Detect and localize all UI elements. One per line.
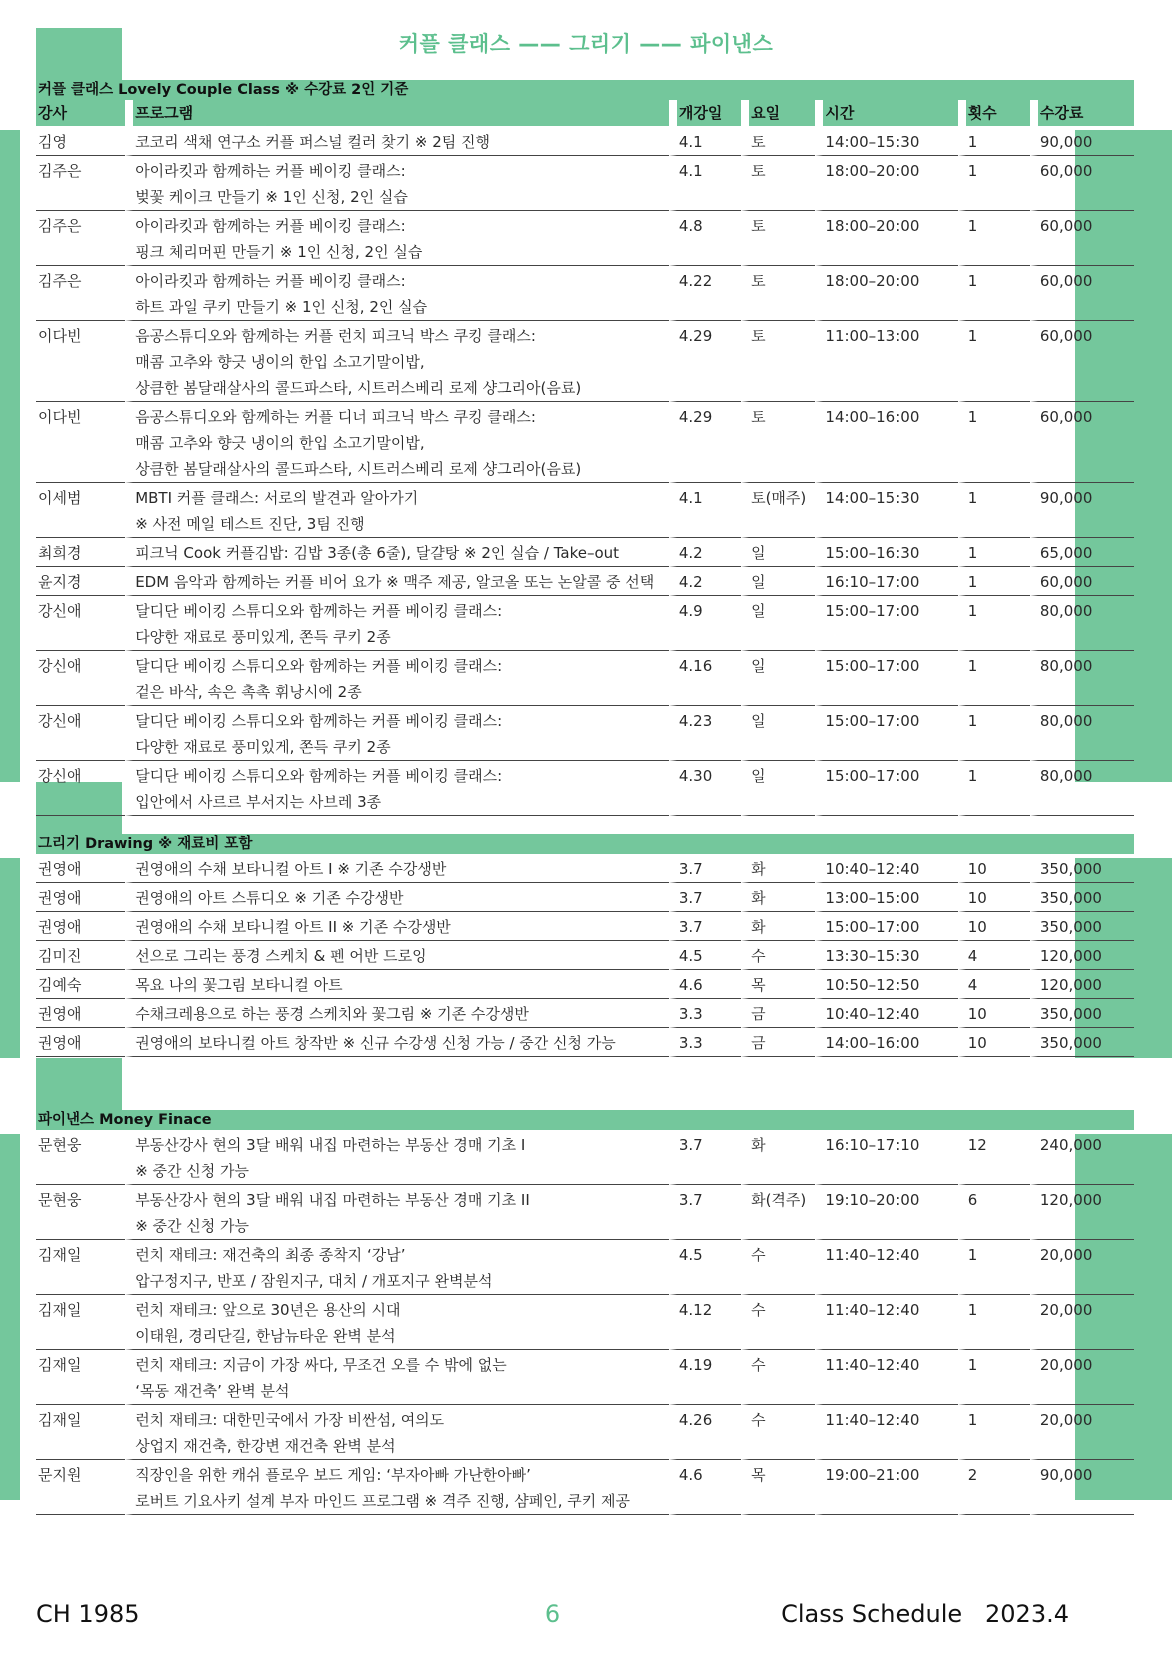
column-header: 시간	[815, 100, 957, 127]
session-count-cell: 1	[958, 1295, 1030, 1350]
session-count-cell: 1	[958, 211, 1030, 266]
weekday-cell: 일	[741, 651, 815, 706]
program-line: 런치 재테크: 대한민국에서 가장 비싼섬, 여의도	[135, 1411, 445, 1429]
program-cell	[125, 999, 669, 1028]
section-finance	[36, 1110, 1134, 1515]
fee-cell: 60,000	[1030, 211, 1134, 266]
fee-cell: 90,000	[1030, 127, 1134, 156]
program-cell	[125, 941, 669, 970]
session-count-cell: 10	[958, 999, 1030, 1028]
weekday-cell: 목	[741, 970, 815, 999]
program-cell	[125, 483, 669, 538]
instructor-cell: 이세범	[36, 483, 125, 538]
program-line: 음공스튜디오와 함께하는 커플 런치 피크닉 박스 쿠킹 클래스:	[135, 327, 536, 345]
weekday-cell: 화	[741, 912, 815, 941]
program-cell	[125, 538, 669, 567]
session-count-cell: 10	[958, 912, 1030, 941]
program-cell	[125, 127, 669, 156]
fee-cell: 350,000	[1030, 854, 1134, 883]
instructor-cell: 김재일	[36, 1350, 125, 1405]
fee-cell: 80,000	[1030, 706, 1134, 761]
start-date-cell: 4.6	[669, 1460, 741, 1515]
start-date-cell: 3.7	[669, 1185, 741, 1240]
column-header: 횟수	[958, 100, 1030, 127]
instructor-cell: 강신애	[36, 651, 125, 706]
fee-cell: 60,000	[1030, 402, 1134, 483]
weekday-cell: 목	[741, 1460, 815, 1515]
program-line: 압구정지구, 반포 / 잠원지구, 대치 / 개포지구 완벽분석	[135, 1272, 493, 1290]
program-line: 다양한 재료로 풍미있게, 쫀득 쿠키 2종	[135, 628, 391, 646]
time-cell: 19:00–21:00	[815, 1460, 957, 1515]
program-cell	[125, 1460, 669, 1515]
time-cell: 18:00–20:00	[815, 211, 957, 266]
fee-cell: 350,000	[1030, 883, 1134, 912]
column-header: 강사	[36, 100, 125, 127]
table-row	[36, 596, 1134, 651]
program-line: 권영애의 보타니컬 아트 창작반 ※ 신규 수강생 신청 가능 / 중간 신청 가능	[135, 1034, 616, 1052]
corner-block-3	[36, 1058, 122, 1110]
time-cell: 14:00–16:00	[815, 1028, 957, 1057]
start-date-cell: 4.5	[669, 1240, 741, 1295]
instructor-cell: 권영애	[36, 912, 125, 941]
weekday-cell: 토	[741, 321, 815, 402]
start-date-cell: 4.22	[669, 266, 741, 321]
weekday-cell: 토	[741, 211, 815, 266]
program-cell	[125, 854, 669, 883]
program-line: 달디단 베이킹 스튜디오와 함께하는 커플 베이킹 클래스:	[135, 602, 503, 620]
instructor-cell: 문지원	[36, 1460, 125, 1515]
schedule-table	[36, 854, 1134, 1057]
program-line: 직장인을 위한 캐쉬 플로우 보드 게임: ‘부자아빠 가난한아빠’	[135, 1466, 531, 1484]
start-date-cell: 4.12	[669, 1295, 741, 1350]
table-row	[36, 883, 1134, 912]
program-line: ※ 중간 신청 가능	[135, 1217, 250, 1235]
time-cell: 14:00–16:00	[815, 402, 957, 483]
fee-cell: 20,000	[1030, 1350, 1134, 1405]
instructor-cell: 김주은	[36, 156, 125, 211]
footer-brand: CH 1985	[36, 1600, 140, 1628]
time-cell: 16:10–17:10	[815, 1130, 957, 1185]
table-row	[36, 706, 1134, 761]
program-line: 권영애의 수채 보타니컬 아트 II ※ 기존 수강생반	[135, 918, 451, 936]
session-count-cell: 1	[958, 761, 1030, 816]
program-line: 선으로 그리는 풍경 스케치 & 펜 어반 드로잉	[135, 947, 427, 965]
table-row	[36, 538, 1134, 567]
program-cell	[125, 402, 669, 483]
time-cell: 11:40–12:40	[815, 1405, 957, 1460]
program-cell	[125, 156, 669, 211]
weekday-cell: 토	[741, 266, 815, 321]
program-cell	[125, 883, 669, 912]
table-row	[36, 127, 1134, 156]
start-date-cell: 3.3	[669, 999, 741, 1028]
left-edge-bar-1	[0, 130, 20, 782]
session-count-cell: 1	[958, 567, 1030, 596]
table-row	[36, 970, 1134, 999]
fee-cell: 90,000	[1030, 483, 1134, 538]
instructor-cell: 김재일	[36, 1295, 125, 1350]
session-count-cell: 4	[958, 970, 1030, 999]
program-line: 달디단 베이킹 스튜디오와 함께하는 커플 베이킹 클래스:	[135, 712, 503, 730]
instructor-cell: 이다빈	[36, 402, 125, 483]
start-date-cell: 4.9	[669, 596, 741, 651]
column-header: 요일	[741, 100, 815, 127]
program-line: 피크닉 Cook 커플김밥: 김밥 3종(총 6줄), 달걀탕 ※ 2인 실습 / Take–out	[135, 544, 620, 562]
program-line: 런치 재테크: 재건축의 최종 종착지 ‘강남’	[135, 1246, 406, 1264]
program-cell	[125, 1350, 669, 1405]
program-cell	[125, 211, 669, 266]
section-title: 커플 클래스 Lovely Couple Class ※ 수강료 2인 기준	[36, 80, 1134, 100]
fee-cell: 240,000	[1030, 1130, 1134, 1185]
table-row	[36, 761, 1134, 816]
instructor-cell: 강신애	[36, 706, 125, 761]
weekday-cell: 화	[741, 883, 815, 912]
start-date-cell: 4.5	[669, 941, 741, 970]
fee-cell: 120,000	[1030, 1185, 1134, 1240]
program-line: 권영애의 아트 스튜디오 ※ 기존 수강생반	[135, 889, 404, 907]
program-cell	[125, 266, 669, 321]
program-line: 아이라킷과 함께하는 커플 베이킹 클래스:	[135, 217, 406, 235]
program-cell	[125, 567, 669, 596]
table-row	[36, 1350, 1134, 1405]
weekday-cell: 수	[741, 1295, 815, 1350]
table-row	[36, 567, 1134, 596]
program-line: 권영애의 수채 보타니컬 아트 I ※ 기존 수강생반	[135, 860, 447, 878]
program-line: 겉은 바삭, 속은 촉촉 휘낭시에 2종	[135, 683, 362, 701]
table-row	[36, 483, 1134, 538]
session-count-cell: 2	[958, 1460, 1030, 1515]
session-count-cell: 1	[958, 706, 1030, 761]
start-date-cell: 4.29	[669, 402, 741, 483]
fee-cell: 80,000	[1030, 761, 1134, 816]
program-line: 상큼한 봄달래살사의 콜드파스타, 시트러스베리 로제 샹그리아(음료)	[135, 379, 582, 397]
program-line: 부동산강사 현의 3달 배워 내집 마련하는 부동산 경매 기초 II	[135, 1191, 530, 1209]
left-edge-bar-2	[0, 858, 20, 1058]
program-cell	[125, 970, 669, 999]
program-line: 아이라킷과 함께하는 커플 베이킹 클래스:	[135, 162, 406, 180]
footer-schedule-title: Class Schedule 2023.4	[781, 1600, 1069, 1628]
instructor-cell: 권영애	[36, 1028, 125, 1057]
table-row	[36, 854, 1134, 883]
program-line: 런치 재테크: 지금이 가장 싸다, 무조건 오를 수 밖에 없는	[135, 1356, 507, 1374]
table-row	[36, 1185, 1134, 1240]
time-cell: 19:10–20:00	[815, 1185, 957, 1240]
fee-cell: 80,000	[1030, 651, 1134, 706]
column-header: 프로그램	[125, 100, 669, 127]
fee-cell: 60,000	[1030, 321, 1134, 402]
program-cell	[125, 1240, 669, 1295]
time-cell: 15:00–16:30	[815, 538, 957, 567]
table-row	[36, 321, 1134, 402]
program-line: 매콤 고추와 향긋 냉이의 한입 소고기말이밥,	[135, 434, 425, 452]
column-header: 개강일	[669, 100, 741, 127]
table-row	[36, 999, 1134, 1028]
program-cell	[125, 1185, 669, 1240]
program-line: 매콤 고추와 향긋 냉이의 한입 소고기말이밥,	[135, 353, 425, 371]
weekday-cell: 수	[741, 1240, 815, 1295]
time-cell: 16:10–17:00	[815, 567, 957, 596]
weekday-cell: 수	[741, 1405, 815, 1460]
program-line: ※ 중간 신청 가능	[135, 1162, 250, 1180]
weekday-cell: 금	[741, 1028, 815, 1057]
instructor-cell: 권영애	[36, 883, 125, 912]
program-cell	[125, 706, 669, 761]
instructor-cell: 김영	[36, 127, 125, 156]
program-line: 달디단 베이킹 스튜디오와 함께하는 커플 베이킹 클래스:	[135, 657, 503, 675]
fee-cell: 80,000	[1030, 596, 1134, 651]
table-row	[36, 1405, 1134, 1460]
instructor-cell: 김예숙	[36, 970, 125, 999]
weekday-cell: 금	[741, 999, 815, 1028]
program-line: 달디단 베이킹 스튜디오와 함께하는 커플 베이킹 클래스:	[135, 767, 503, 785]
instructor-cell: 강신애	[36, 761, 125, 816]
start-date-cell: 4.2	[669, 567, 741, 596]
start-date-cell: 3.7	[669, 912, 741, 941]
session-count-cell: 1	[958, 483, 1030, 538]
instructor-cell: 권영애	[36, 999, 125, 1028]
time-cell: 18:00–20:00	[815, 156, 957, 211]
fee-cell: 20,000	[1030, 1240, 1134, 1295]
program-line: 이태원, 경리단길, 한남뉴타운 완벽 분석	[135, 1327, 396, 1345]
program-line: 상업지 재건축, 한강변 재건축 완벽 분석	[135, 1437, 396, 1455]
program-line: 로버트 기요사키 설계 부자 마인드 프로그램 ※ 격주 진행, 샴페인, 쿠키 제공	[135, 1492, 630, 1510]
instructor-cell: 이다빈	[36, 321, 125, 402]
start-date-cell: 4.1	[669, 156, 741, 211]
program-line: 하트 과일 쿠키 만들기 ※ 1인 신청, 2인 실습	[135, 298, 428, 316]
program-line: EDM 음악과 함께하는 커플 비어 요가 ※ 맥주 제공, 알코올 또는 논알콜 중 선택	[135, 573, 655, 591]
weekday-cell: 일	[741, 596, 815, 651]
fee-cell: 20,000	[1030, 1295, 1134, 1350]
program-line: 런치 재테크: 앞으로 30년은 용산의 시대	[135, 1301, 401, 1319]
program-line: 코코리 색채 연구소 커플 퍼스널 컬러 찾기 ※ 2팀 진행	[135, 133, 491, 151]
program-line: 상큼한 봄달래살사의 콜드파스타, 시트러스베리 로제 샹그리아(음료)	[135, 460, 582, 478]
time-cell: 14:00–15:30	[815, 483, 957, 538]
session-count-cell: 1	[958, 266, 1030, 321]
weekday-cell: 토	[741, 156, 815, 211]
weekday-cell: 토	[741, 127, 815, 156]
time-cell: 11:40–12:40	[815, 1240, 957, 1295]
start-date-cell: 4.23	[669, 706, 741, 761]
time-cell: 10:40–12:40	[815, 999, 957, 1028]
time-cell: 10:40–12:40	[815, 854, 957, 883]
program-line: 수채크레용으로 하는 풍경 스케치와 꽃그림 ※ 기존 수강생반	[135, 1005, 529, 1023]
fee-cell: 350,000	[1030, 999, 1134, 1028]
session-count-cell: 1	[958, 1350, 1030, 1405]
table-row	[36, 402, 1134, 483]
program-line: ※ 사전 메일 테스트 진단, 3팀 진행	[135, 515, 365, 533]
start-date-cell: 4.16	[669, 651, 741, 706]
start-date-cell: 4.1	[669, 483, 741, 538]
column-header-row	[36, 100, 1134, 127]
program-line: 핑크 체리머핀 만들기 ※ 1인 신청, 2인 실습	[135, 243, 423, 261]
instructor-cell: 김주은	[36, 266, 125, 321]
session-count-cell: 4	[958, 941, 1030, 970]
program-line: 다양한 재료로 풍미있게, 쫀득 쿠키 2종	[135, 738, 391, 756]
weekday-cell: 일	[741, 706, 815, 761]
program-line: 입안에서 사르르 부서지는 사브레 3종	[135, 793, 382, 811]
time-cell: 15:00–17:00	[815, 912, 957, 941]
start-date-cell: 4.8	[669, 211, 741, 266]
page-header: 커플 클래스 —— 그리기 —— 파이낸스	[398, 32, 774, 56]
table-row	[36, 1240, 1134, 1295]
program-line: 음공스튜디오와 함께하는 커플 디너 피크닉 박스 쿠킹 클래스:	[135, 408, 536, 426]
instructor-cell: 최희경	[36, 538, 125, 567]
fee-cell: 120,000	[1030, 970, 1134, 999]
section-title: 파이낸스 Money Finace	[36, 1110, 1134, 1130]
instructor-cell: 윤지경	[36, 567, 125, 596]
instructor-cell: 김주은	[36, 211, 125, 266]
time-cell: 15:00–17:00	[815, 761, 957, 816]
program-cell	[125, 1405, 669, 1460]
session-count-cell: 1	[958, 1240, 1030, 1295]
table-row	[36, 1130, 1134, 1185]
session-count-cell: 10	[958, 883, 1030, 912]
time-cell: 13:00–15:00	[815, 883, 957, 912]
weekday-cell: 화	[741, 1130, 815, 1185]
start-date-cell: 3.7	[669, 854, 741, 883]
column-header: 수강료	[1030, 100, 1134, 127]
time-cell: 10:50–12:50	[815, 970, 957, 999]
section-drawing	[36, 834, 1134, 1057]
fee-cell: 350,000	[1030, 912, 1134, 941]
time-cell: 11:40–12:40	[815, 1295, 957, 1350]
start-date-cell: 3.7	[669, 883, 741, 912]
start-date-cell: 3.7	[669, 1130, 741, 1185]
table-row	[36, 1028, 1134, 1057]
program-cell	[125, 651, 669, 706]
table-row	[36, 156, 1134, 211]
program-line: 벚꽃 케이크 만들기 ※ 1인 신청, 2인 실습	[135, 188, 408, 206]
program-cell	[125, 321, 669, 402]
time-cell: 13:30–15:30	[815, 941, 957, 970]
instructor-cell: 김재일	[36, 1405, 125, 1460]
fee-cell: 20,000	[1030, 1405, 1134, 1460]
weekday-cell: 화(격주)	[741, 1185, 815, 1240]
footer-page-number: 6	[544, 1600, 561, 1628]
weekday-cell: 수	[741, 1350, 815, 1405]
schedule-table	[36, 100, 1134, 816]
start-date-cell: 3.3	[669, 1028, 741, 1057]
weekday-cell: 일	[741, 538, 815, 567]
session-count-cell: 10	[958, 854, 1030, 883]
session-count-cell: 1	[958, 127, 1030, 156]
table-row	[36, 912, 1134, 941]
program-line: MBTI 커플 클래스: 서로의 발견과 알아가기	[135, 489, 419, 507]
time-cell: 15:00–17:00	[815, 706, 957, 761]
session-count-cell: 1	[958, 321, 1030, 402]
fee-cell: 90,000	[1030, 1460, 1134, 1515]
table-row	[36, 266, 1134, 321]
program-line: ‘목동 재건축’ 완벽 분석	[135, 1382, 290, 1400]
program-line: 부동산강사 현의 3달 배워 내집 마련하는 부동산 경매 기초 I	[135, 1136, 526, 1154]
instructor-cell: 문현웅	[36, 1130, 125, 1185]
fee-cell: 60,000	[1030, 266, 1134, 321]
time-cell: 14:00–15:30	[815, 127, 957, 156]
fee-cell: 65,000	[1030, 538, 1134, 567]
fee-cell: 350,000	[1030, 1028, 1134, 1057]
weekday-cell: 토(매주)	[741, 483, 815, 538]
start-date-cell: 4.1	[669, 127, 741, 156]
table-row	[36, 1460, 1134, 1515]
session-count-cell: 1	[958, 596, 1030, 651]
table-row	[36, 1295, 1134, 1350]
program-cell	[125, 1295, 669, 1350]
start-date-cell: 4.29	[669, 321, 741, 402]
time-cell: 15:00–17:00	[815, 596, 957, 651]
session-count-cell: 6	[958, 1185, 1030, 1240]
instructor-cell: 권영애	[36, 854, 125, 883]
weekday-cell: 일	[741, 567, 815, 596]
fee-cell: 60,000	[1030, 567, 1134, 596]
start-date-cell: 4.30	[669, 761, 741, 816]
instructor-cell: 문현웅	[36, 1185, 125, 1240]
program-line: 목요 나의 꽃그림 보타니컬 아트	[135, 976, 343, 994]
instructor-cell: 김미진	[36, 941, 125, 970]
time-cell: 11:40–12:40	[815, 1350, 957, 1405]
time-cell: 11:00–13:00	[815, 321, 957, 402]
program-cell	[125, 596, 669, 651]
program-cell	[125, 761, 669, 816]
start-date-cell: 4.2	[669, 538, 741, 567]
weekday-cell: 화	[741, 854, 815, 883]
session-count-cell: 1	[958, 402, 1030, 483]
session-count-cell: 1	[958, 156, 1030, 211]
start-date-cell: 4.6	[669, 970, 741, 999]
instructor-cell: 김재일	[36, 1240, 125, 1295]
weekday-cell: 수	[741, 941, 815, 970]
session-count-cell: 1	[958, 538, 1030, 567]
session-count-cell: 12	[958, 1130, 1030, 1185]
session-count-cell: 1	[958, 1405, 1030, 1460]
time-cell: 15:00–17:00	[815, 651, 957, 706]
table-row	[36, 941, 1134, 970]
start-date-cell: 4.19	[669, 1350, 741, 1405]
program-cell	[125, 912, 669, 941]
program-cell	[125, 1130, 669, 1185]
fee-cell: 60,000	[1030, 156, 1134, 211]
table-row	[36, 211, 1134, 266]
table-row	[36, 651, 1134, 706]
session-count-cell: 1	[958, 651, 1030, 706]
program-line: 아이라킷과 함께하는 커플 베이킹 클래스:	[135, 272, 406, 290]
section-couple-class	[36, 80, 1134, 816]
weekday-cell: 일	[741, 761, 815, 816]
program-cell	[125, 1028, 669, 1057]
left-edge-bar-3	[0, 1134, 20, 1500]
schedule-table	[36, 1130, 1134, 1515]
fee-cell: 120,000	[1030, 941, 1134, 970]
start-date-cell: 4.26	[669, 1405, 741, 1460]
section-title: 그리기 Drawing ※ 재료비 포함	[36, 834, 1134, 854]
weekday-cell: 토	[741, 402, 815, 483]
session-count-cell: 10	[958, 1028, 1030, 1057]
time-cell: 18:00–20:00	[815, 266, 957, 321]
instructor-cell: 강신애	[36, 596, 125, 651]
